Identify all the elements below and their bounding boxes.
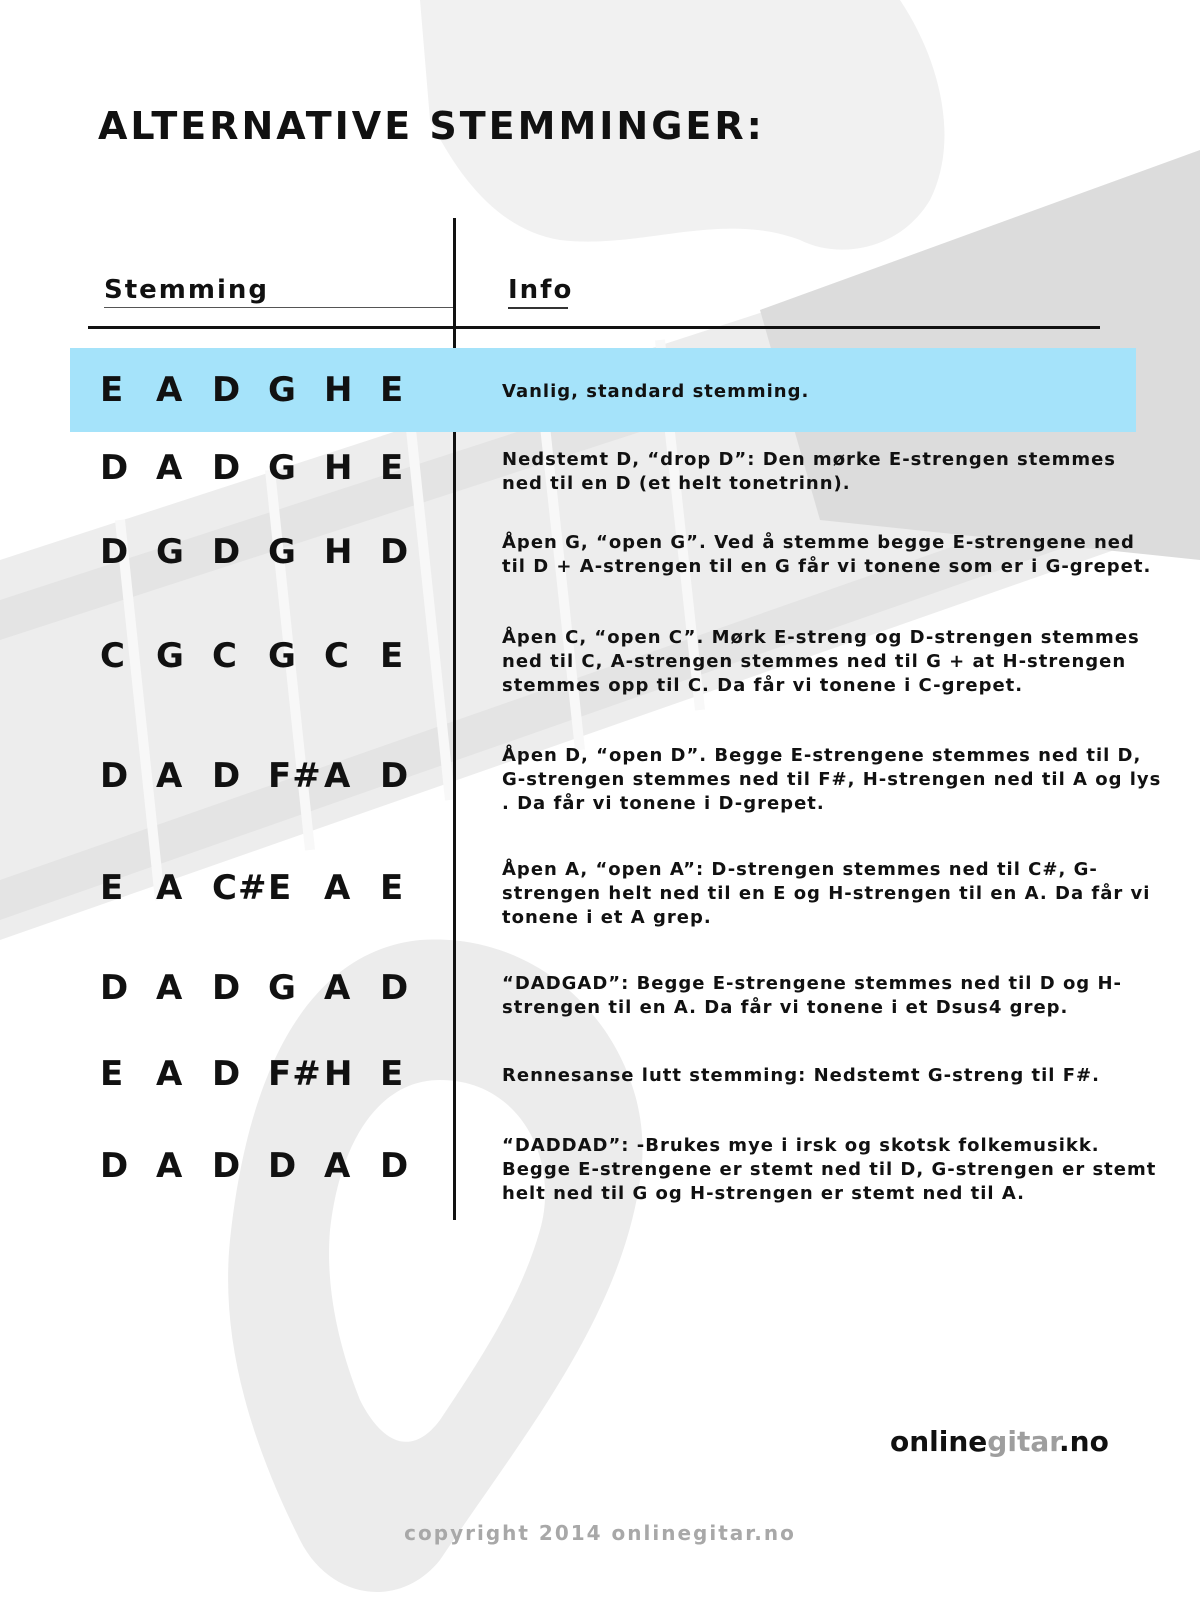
tuning-info: Rennesanse lutt stemming: Nedstemt G-streng til F#.	[502, 1065, 1100, 1086]
note: C	[324, 636, 350, 676]
header-stemming: Stemming	[104, 275, 454, 308]
note: D	[380, 756, 410, 796]
note: G	[268, 636, 297, 676]
note: C	[212, 636, 238, 676]
tuning-notes	[100, 1146, 440, 1186]
note: D	[268, 1146, 298, 1186]
note: D	[212, 968, 242, 1008]
note: D	[380, 968, 410, 1008]
note: H	[324, 370, 354, 410]
note: G	[268, 370, 297, 410]
note: D	[380, 532, 410, 572]
note: E	[100, 1054, 125, 1094]
page-title: ALTERNATIVE STEMMINGER:	[98, 104, 765, 148]
tuning-info: Vanlig, standard stemming.	[502, 381, 810, 402]
note: A	[324, 756, 352, 796]
note: E	[380, 448, 405, 488]
note: G	[268, 532, 297, 572]
note: A	[156, 756, 184, 796]
note: D	[380, 1146, 410, 1186]
note: D	[212, 370, 242, 410]
note: H	[324, 532, 354, 572]
note: A	[324, 1146, 352, 1186]
note: A	[156, 1054, 184, 1094]
tuning-info: “DADGAD”: Begge E-strengene stemmes ned til D og H-strengen til en A. Da får vi tonene i et Dsus4 grep.	[502, 973, 1122, 1018]
tuning-info: Åpen D, “open D”. Begge E-strengene stemmes ned til D, G-strengen stemmes ned til F#, H-strengen ned til A og lys . Da får vi tonene i D-grepet.	[502, 745, 1162, 814]
tuning-notes	[100, 370, 440, 410]
brand-online: online	[890, 1425, 988, 1458]
note: A	[156, 968, 184, 1008]
tuning-notes	[100, 1054, 440, 1094]
note: E	[268, 868, 293, 908]
note: D	[100, 756, 130, 796]
copyright-text: copyright 2014 onlinegitar.no	[404, 1521, 796, 1545]
note: G	[268, 448, 297, 488]
note: A	[156, 868, 184, 908]
note: D	[100, 532, 130, 572]
note: A	[156, 370, 184, 410]
header-info: Info	[508, 275, 568, 309]
note: A	[324, 868, 352, 908]
tuning-notes	[100, 868, 440, 908]
tuning-notes	[100, 448, 440, 488]
note: D	[212, 1054, 242, 1094]
note: C	[100, 636, 126, 676]
note: F#	[268, 1054, 322, 1094]
tuning-info: Åpen A, “open A”: D-strengen stemmes ned til C#, G-strengen helt ned til en E og H-strengen til en A. Da får vi tonene i et A grep.	[502, 859, 1151, 928]
note: F#	[268, 756, 322, 796]
note: C#	[212, 868, 268, 908]
note: G	[156, 532, 185, 572]
note: G	[268, 968, 297, 1008]
note: D	[100, 1146, 130, 1186]
note: D	[100, 448, 130, 488]
tuning-notes	[100, 532, 440, 572]
tuning-info: Nedstemt D, “drop D”: Den mørke E-strengen stemmes ned til en D (et helt tonetrinn).	[502, 449, 1117, 494]
brand-logo	[890, 1425, 1109, 1458]
tuning-notes	[100, 968, 440, 1008]
tuning-info: Åpen C, “open C”. Mørk E-streng og D-strengen stemmes ned til C, A-strengen stemmes ned til G + at H-strengen stemmes opp til C. Da får vi tonene i C-grepet.	[502, 627, 1140, 696]
tuning-info: “DADDAD”: -Brukes mye i irsk og skotsk folkemusikk. Begge E-strengene er stemt ned til D, G-strengen er stemt helt ned til G og H-strengen er stemt ned til A.	[502, 1135, 1157, 1204]
note: A	[156, 448, 184, 488]
note: E	[380, 636, 405, 676]
tuning-notes	[100, 756, 440, 796]
tuning-info: Åpen G, “open G”. Ved å stemme begge E-strengene ned til D + A-strengen til en G får vi tonene som er i G-grepet.	[502, 532, 1152, 577]
note: E	[380, 370, 405, 410]
brand-tld: .no	[1059, 1425, 1109, 1458]
note: G	[156, 636, 185, 676]
note: D	[100, 968, 130, 1008]
note: D	[212, 532, 242, 572]
note: E	[100, 868, 125, 908]
note: A	[156, 1146, 184, 1186]
note: D	[212, 448, 242, 488]
note: E	[380, 1054, 405, 1094]
note: H	[324, 1054, 354, 1094]
note: D	[212, 1146, 242, 1186]
tuning-notes	[100, 636, 440, 676]
header-divider	[88, 326, 1100, 329]
note: H	[324, 448, 354, 488]
note: E	[100, 370, 125, 410]
note: E	[380, 868, 405, 908]
brand-gitar: gitar	[987, 1425, 1060, 1458]
note: A	[324, 968, 352, 1008]
note: D	[212, 756, 242, 796]
